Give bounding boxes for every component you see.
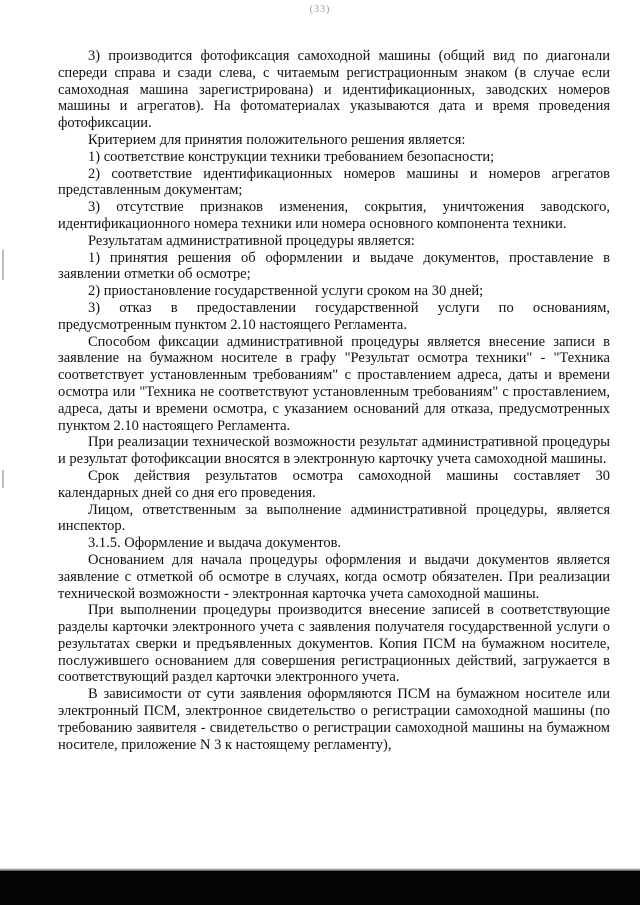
paragraph: Срок действия результатов осмотра самоходной машины составляет 30 календарных дней со дня его проведения. <box>58 467 610 501</box>
document-body <box>58 48 610 753</box>
paragraph: Основанием для начала процедуры оформления и выдачи документов является заявление с отметкой об осмотре в случаях, когда осмотр обязателен. При реализации технической возможности - электронная карточка учета самоходной машины. <box>58 551 610 602</box>
paragraph: 1) соответствие конструкции техники требованием безопасности; <box>88 148 495 165</box>
page-number: (33) <box>309 4 331 15</box>
paragraph: При реализации технической возможности результат административной процедуры и результат фотофиксации вносятся в электронную карточку учета самоходной машины. <box>58 434 610 468</box>
paragraph: 3) отказ в предоставлении государственной услуги по основаниям, предусмотренным пунктом 2.10 настоящего Регламента. <box>58 299 610 333</box>
paragraph: Способом фиксации административной процедуры является внесение записи в заявление на бумажном носителе в графу "Результат осмотра техники" - "Техника соответствует установленным требованиям" с проставлением адреса, даты и времени осмотра или "Техника не соответствуют установленным требованиям" с проставлением, адреса, даты и времени осмотра, с указанием оснований для отказа, предусмотренных пунктом 2.10 настоящего Регламента. <box>58 333 610 434</box>
paragraph: 3) производится фотофиксация самоходной машины (общий вид по диагонали спереди справа и сзади слева, с читаемым регистрационным знаком (в случае если самоходная машина зарегистрирована) и идентификационных, заводских номеров машины и агрегатов). На фотоматериалах указываются дата и время проведения фотофиксации. <box>58 48 610 132</box>
paragraph: 2) приостановление государственной услуги сроком на 30 дней; <box>88 283 484 300</box>
paragraph: Критерием для принятия положительного решения является: <box>88 131 466 148</box>
scan-margin-mark <box>2 250 4 280</box>
section-heading: 3.1.5. Оформление и выдача документов. <box>88 535 342 552</box>
paragraph: Результатам административной процедуры является: <box>88 232 415 249</box>
paragraph: Лицом, ответственным за выполнение административной процедуры, является инспектор. <box>58 501 610 535</box>
paragraph: 3) отсутствие признаков изменения, сокрытия, уничтожения заводского, идентификационного номера техники или номера основного компонента техники. <box>58 199 610 232</box>
paragraph: В зависимости от сути заявления оформляются ПСМ на бумажном носителе или электронный ПСМ, электронное свидетельство о регистрации самоходной машины (по требованию заявителя - свидетельство о регистрации самоходной машины на бумажном носителе, приложение N 3 к настоящему регламенту), <box>58 686 610 753</box>
paragraph: 2) соответствие идентификационных номеров машины и номеров агрегатов представленным документам; <box>58 165 610 199</box>
scan-margin-mark <box>2 470 4 488</box>
paragraph: При выполнении процедуры производится внесение записей в соответствующие разделы карточки электронного учета с заявления получателя государственной услуги о результатах сверки и предъявленных документов. Копия ПСМ на бумажном носителе, послужившего основанием для совершения регистрационных действий, загружается в соответствующий раздел карточки электронного учета. <box>58 602 610 686</box>
paragraph: 1) принятия решения об оформлении и выдаче документов, проставление в заявлении отметки об осмотре; <box>58 249 610 283</box>
scan-bottom-bar <box>0 871 640 905</box>
